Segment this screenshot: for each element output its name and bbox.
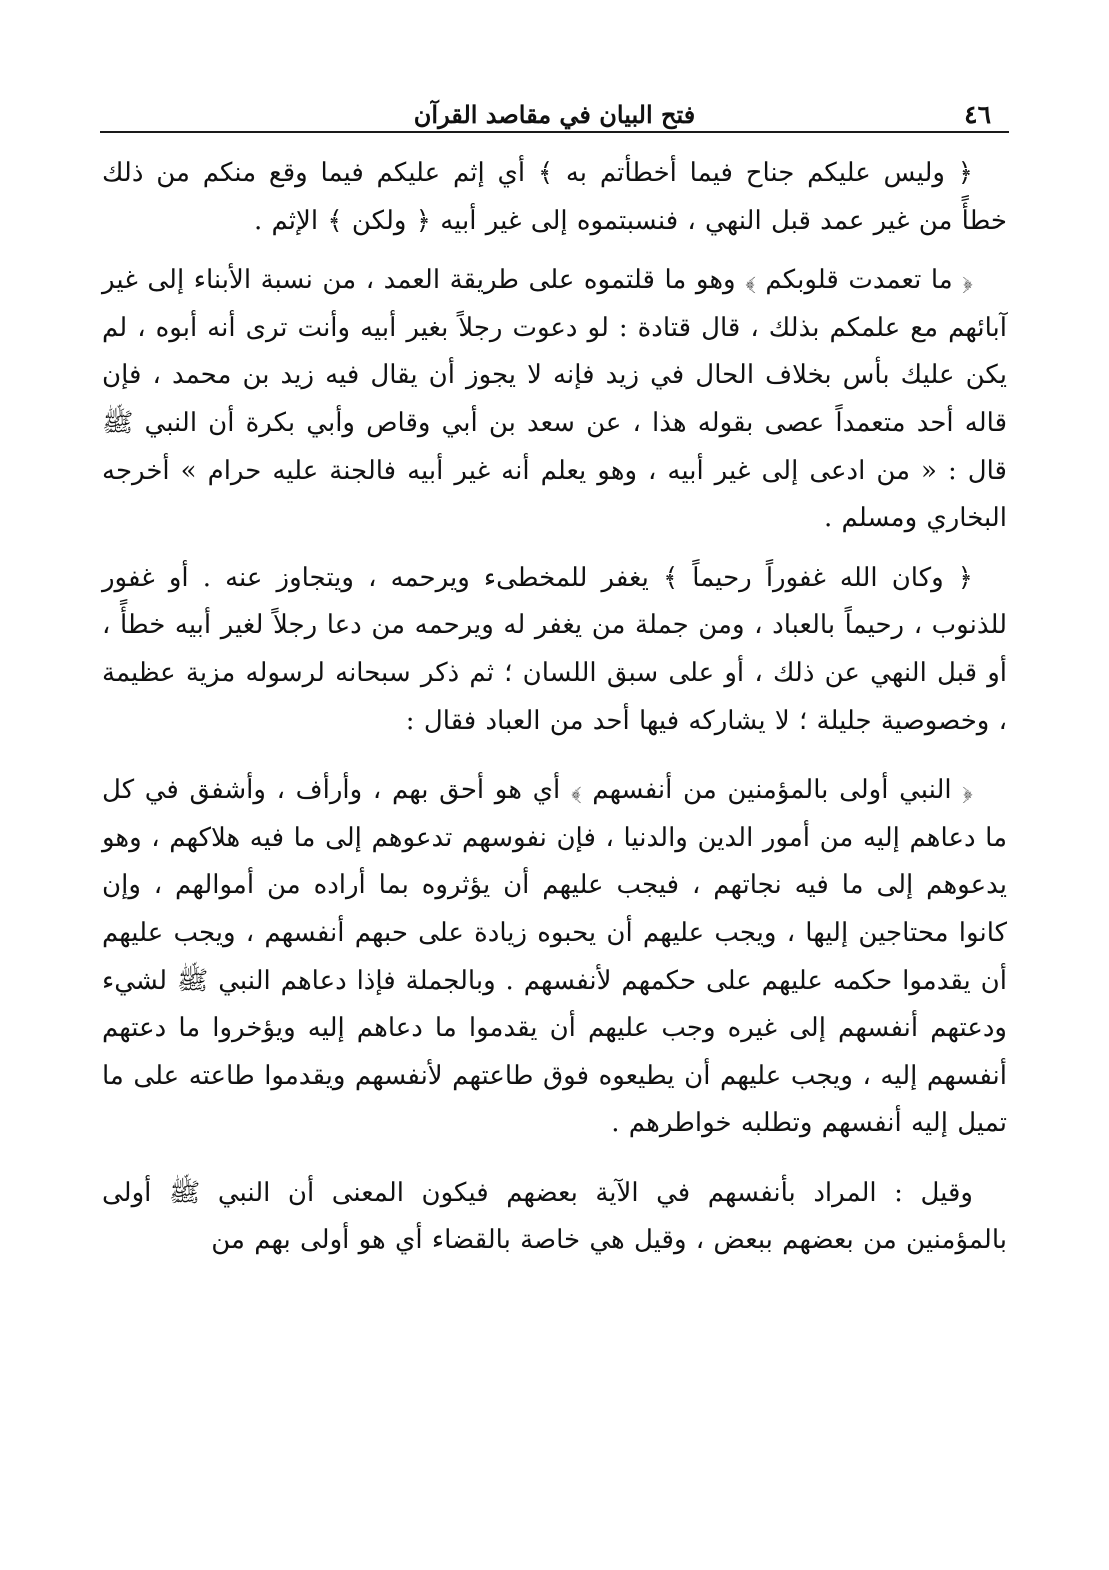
header-divider [100,131,1009,133]
paragraph-5: وقيل : المراد بأنفسهم في الآية بعضهم فيكون المعنى أن النبي ﷺ أولى بالمؤمنين من بعضهم ببعض ، وقيل هي خاصة بالقضاء أي هو أولى بهم من [102,1177,1007,1256]
paragraph-2: ﴿ ما تعمدت قلوبكم ﴾ وهو ما قلتموه على طريقة العمد ، من نسبة الأبناء إلى غير آبائهم مع علمكم بذلك ، قال قتادة : لو دعوت رجلاً بغير أبيه وأنت ترى أنه أبوه ، لم يكن عليك بأس بخلاف الحال في زيد فإنه لا يجوز أن يقال فيه زيد بن محمد ، فإن قاله أحد متعمداً عصى بقوله هذا ، عن سعد بن أبي وقاص وأبي بكرة أن النبي ﷺ قال : « من ادعى إلى غير أبيه ، وهو يعلم أنه غير أبيه فالجنة عليه حرام » أخرجه البخاري ومسلم . [102,265,1007,534]
running-header [100,86,1009,134]
book-title: فتح البيان في مقاصد القرآن [413,100,696,129]
page-body [102,150,1007,1265]
paragraph-4: ﴿ النبي أولى بالمؤمنين من أنفسهم ﴾ أي هو أحق بهم ، وأرأف ، وأشفق في كل ما دعاهم إليه من أمور الدين والدنيا ، فإن نفوسهم تدعوهم إلى ما فيه هلاكهم ، وهو يدعوهم إلى ما فيه نجاتهم ، فيجب عليهم أن يؤثروه بما أراده من أموالهم ، وإن كانوا محتاجين إليها ، ويجب عليهم أن يحبوه زيادة على حبهم أنفسهم ، ويجب عليهم أن يقدموا حكمه عليهم على حكمهم لأنفسهم . وبالجملة فإذا دعاهم النبي ﷺ لشيء ودعتهم أنفسهم إلى غيره وجب عليهم أن يقدموا ما دعاهم إليه ويؤخروا ما دعتهم أنفسهم إليه ، ويجب عليهم أن يطيعوه فوق طاعتهم لأنفسهم ويقدموا طاعته على ما تميل إليه أنفسهم وتطلبه خواطرهم . [102,775,1007,1139]
page-number: ٤٦ [964,100,991,129]
paragraph-3: ﴿ وكان الله غفوراً رحيماً ﴾ يغفر للمخطىء ويرحمه ، ويتجاوز عنه . أو غفور للذنوب ، رحيماً بالعباد ، ومن جملة من يغفر له ويرحمه من دعا رجلاً لغير أبيه خطأً ، أو قبل النهي عن ذلك ، أو على سبق اللسان ؛ ثم ذكر سبحانه لرسوله مزية عظيمة ، وخصوصية جليلة ؛ لا يشاركه فيها أحد من العباد فقال : [102,562,1007,736]
paragraph-1: ﴿ وليس عليكم جناح فيما أخطأتم به ﴾ أي إثم عليكم فيما وقع منكم من ذلك خطأً من غير عمد قبل النهي ، فنسبتموه إلى غير أبيه ﴿ ولكن ﴾ الإثم . [102,158,1007,236]
